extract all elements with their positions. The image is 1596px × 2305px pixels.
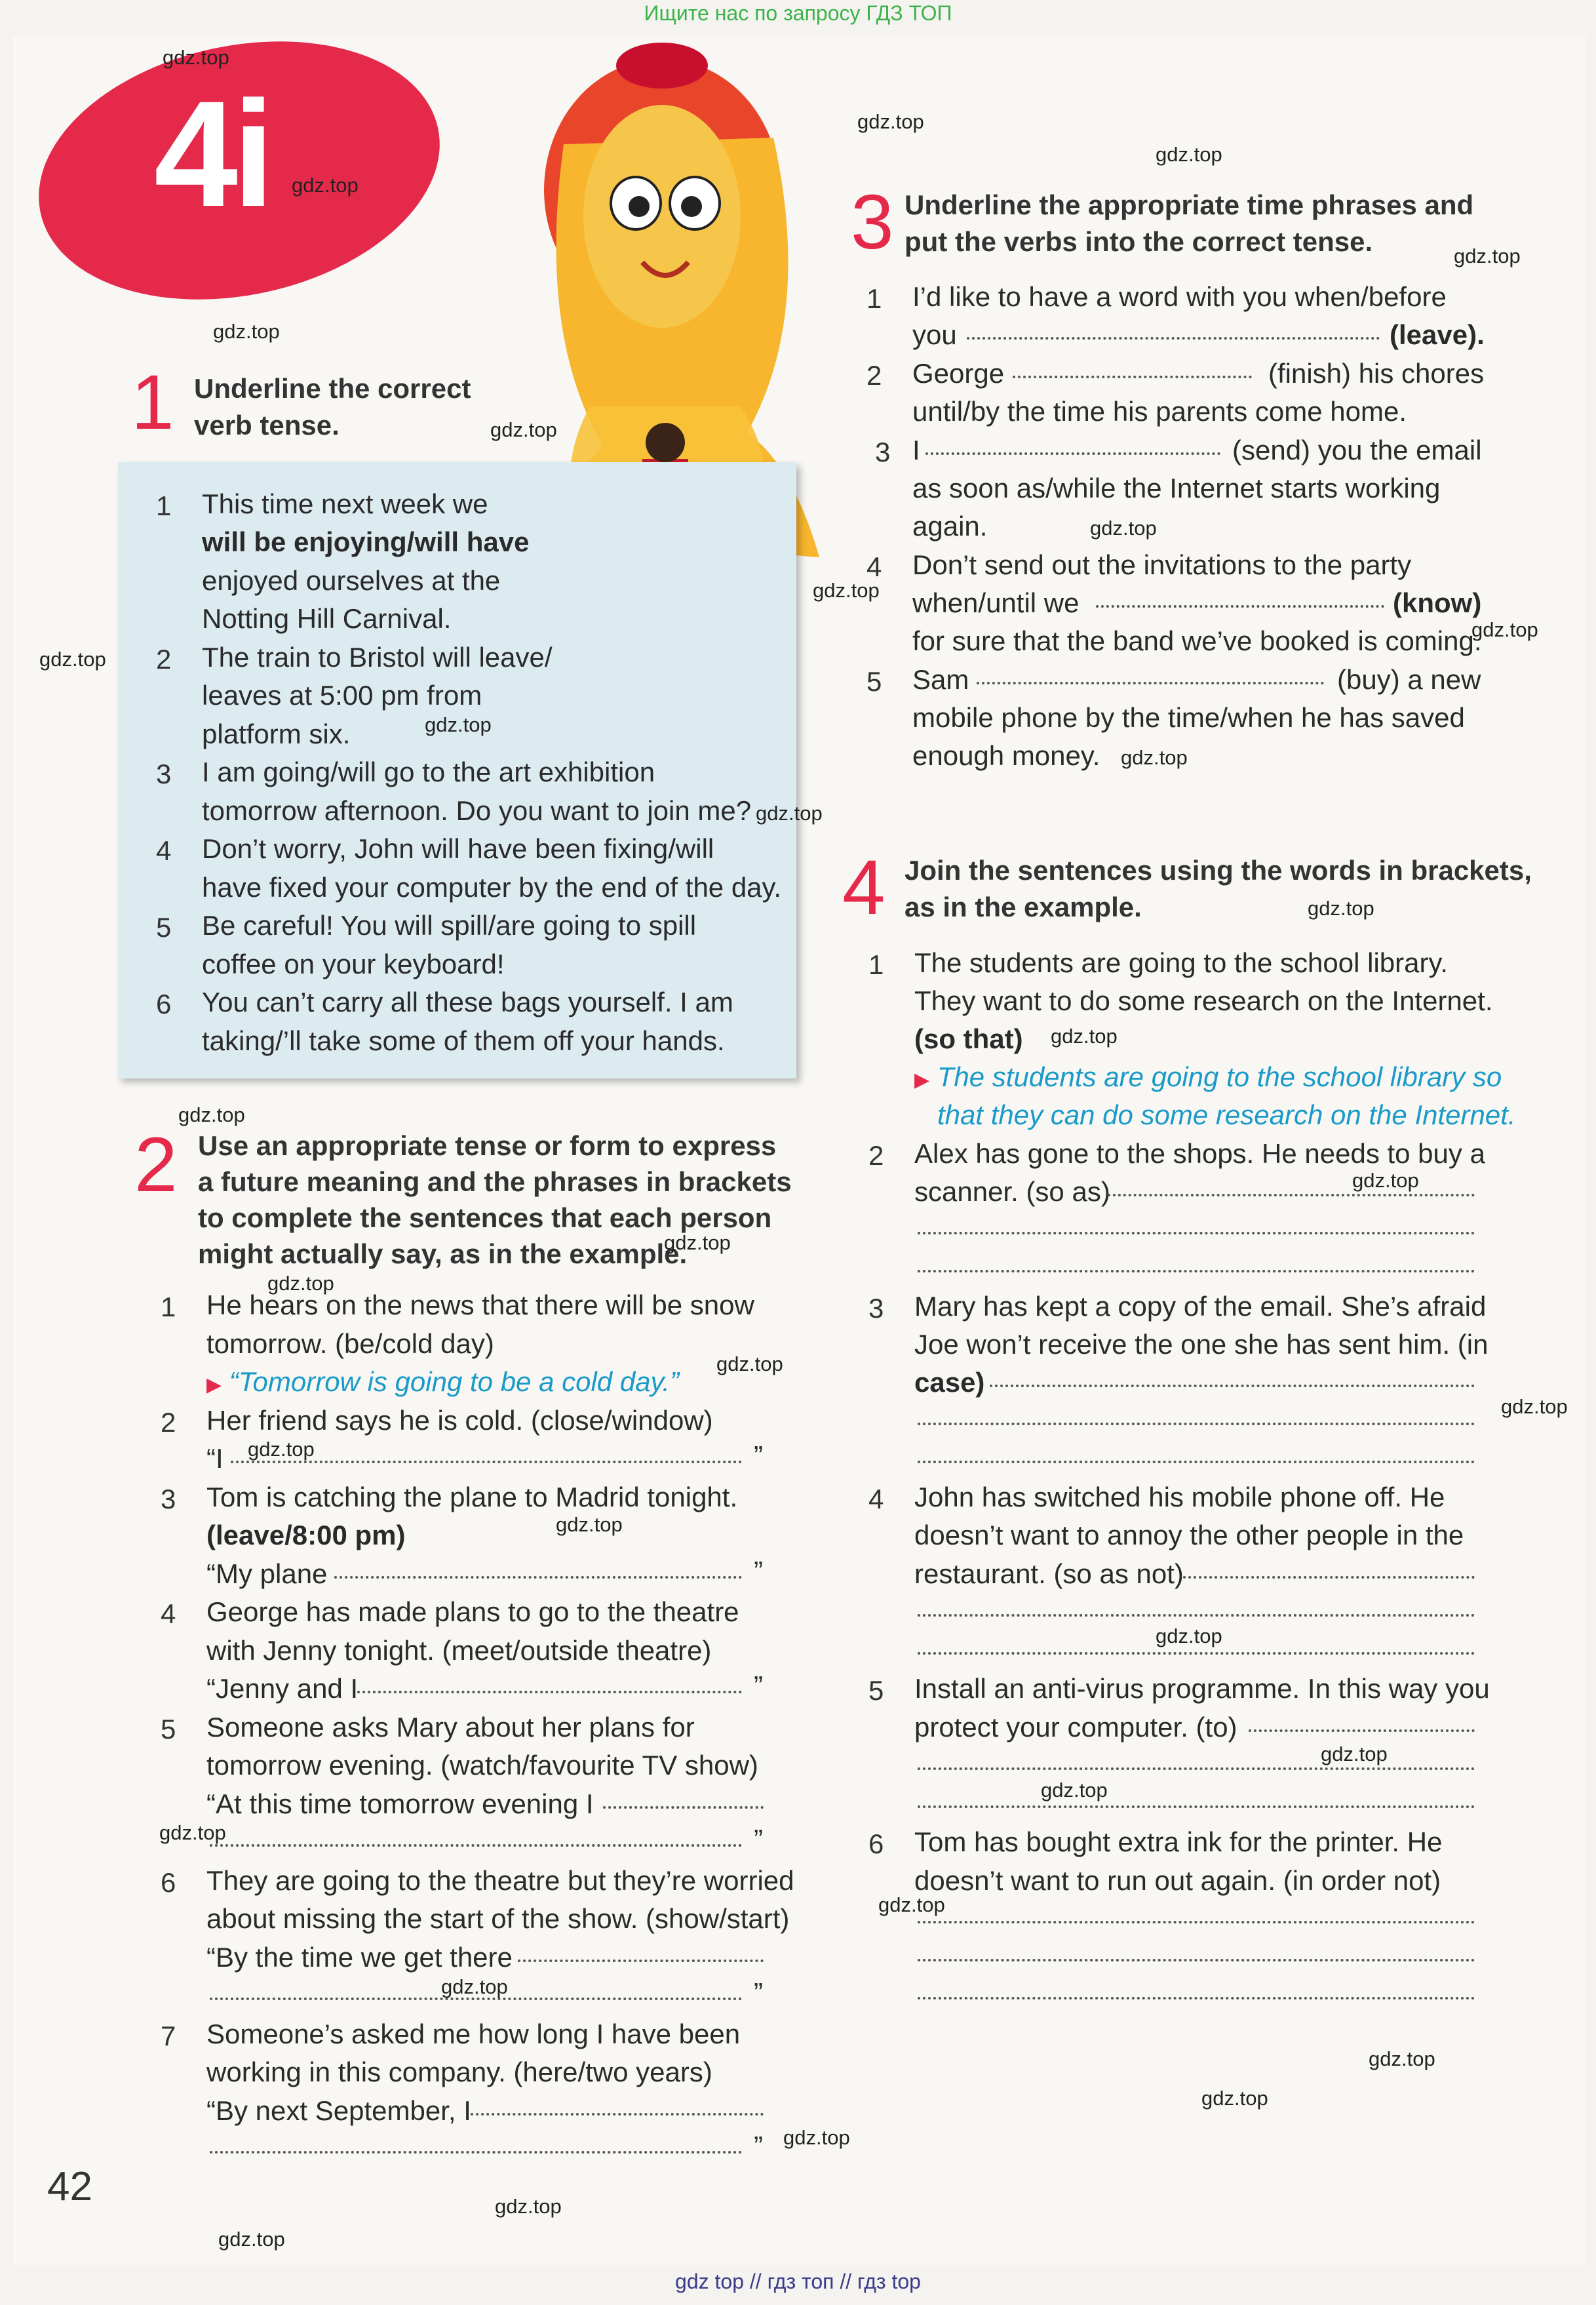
ex1-item-number: 6 (156, 989, 172, 1019)
ex1-item-number: 4 (156, 835, 172, 866)
answer-line[interactable] (918, 1614, 1475, 1617)
answer-line[interactable] (357, 1691, 742, 1693)
ex3-item-3-line: again. (912, 511, 988, 542)
ex2-item-number: 5 (161, 1714, 176, 1744)
ex4-item-5-line: protect your computer. (to) (914, 1712, 1237, 1743)
ex2-item-5-start: “At this time tomorrow evening I (206, 1788, 594, 1819)
ex2-item-1-line: tomorrow. (be/cold day) (206, 1328, 494, 1359)
answer-line[interactable] (1108, 1194, 1475, 1196)
ex3-item-4-verb: (know) (1393, 587, 1482, 618)
ex3-heading-line: put the verbs into the correct tense. (905, 226, 1373, 257)
ex3-item-2-line: (finish) his chores (1268, 358, 1485, 389)
ex1-item-2-line[interactable]: leaves at 5:00 pm from (202, 680, 482, 711)
ex4-item-2-line: Alex has gone to the shops. He needs to buy a (914, 1138, 1485, 1169)
watermark: gdz.top (425, 713, 492, 736)
ex3-item-3-line: I (912, 435, 920, 465)
ex3-heading-line: Underline the appropriate time phrases and (905, 189, 1474, 220)
ex2-item-6-line: about missing the start of the show. (show/start) (206, 1903, 790, 1934)
example-arrow-icon: ▶ (914, 1069, 930, 1091)
ex3-item-number: 3 (875, 437, 891, 467)
ex1-item-5-line[interactable]: Be careful! You will spill/are going to spill (202, 910, 697, 941)
ex1-heading-line2: verb tense. (194, 410, 340, 441)
ex2-item-5-line: tomorrow evening. (watch/favourite TV show) (206, 1750, 758, 1781)
watermark: gdz.top (178, 1103, 245, 1126)
ex2-item-3-start: “My plane (206, 1558, 328, 1589)
top-banner[interactable]: Ищите нас по запросу ГДЗ ТОП (644, 1, 952, 25)
ex1-item-number: 5 (156, 912, 172, 943)
ex1-item-number: 2 (156, 644, 172, 675)
ex3-item-2-line: George (912, 358, 1005, 389)
ex2-item-number: 2 (161, 1407, 176, 1438)
answer-line[interactable] (990, 1385, 1475, 1387)
watermark: gdz.top (1201, 2087, 1268, 2110)
answer-line[interactable] (918, 1461, 1475, 1463)
ex1-heading-line1: Underline the correct (194, 373, 471, 404)
answer-line[interactable] (918, 1232, 1475, 1234)
watermark: gdz.top (878, 1893, 945, 1916)
watermark: gdz.top (664, 1231, 731, 1254)
watermark: gdz.top (783, 2126, 850, 2149)
watermark: gdz.top (716, 1352, 783, 1375)
ex2-heading-line: to complete the sentences that each person (198, 1202, 772, 1233)
answer-line[interactable] (471, 2113, 764, 2116)
ex3-item-number: 2 (866, 360, 882, 391)
watermark: gdz.top (292, 174, 359, 197)
close-quote: ” (754, 1670, 763, 1701)
bottom-banner[interactable]: gdz top // гдз топ // гдз top (675, 2270, 921, 2293)
ex2-number: 2 (134, 1122, 178, 1208)
watermark: gdz.top (490, 418, 557, 441)
ex4-item-4-line: doesn’t want to annoy the other people in the (914, 1520, 1464, 1550)
ex3-item-1-line[interactable]: I’d like to have a word with you when/before (912, 281, 1447, 312)
answer-line[interactable] (210, 1844, 742, 1847)
watermark: gdz.top (39, 648, 106, 671)
ex3-item-4-line: Don’t send out the invitations to the party (912, 549, 1412, 580)
watermark: gdz.top (441, 1975, 508, 1998)
ex2-heading-line: a future meaning and the phrases in brackets (198, 1166, 792, 1197)
ex2-item-number: 6 (161, 1867, 176, 1898)
ex4-item-number: 2 (868, 1140, 884, 1171)
answer-line[interactable] (925, 452, 1220, 455)
ex4-item-3-line: Joe won’t receive the one she has sent him. (in (914, 1329, 1489, 1360)
ex4-item-1-line: (so that) (914, 1023, 1023, 1054)
watermark: gdz.top (1369, 2047, 1435, 2070)
ex1-item-6-line[interactable]: taking/’ll take some of them off your hands. (202, 1025, 725, 1056)
ex1-item-6-line[interactable]: You can’t carry all these bags yourself. I am (202, 987, 733, 1017)
ex4-item-4-line: John has switched his mobile phone off. He (914, 1482, 1445, 1512)
ex4-item-number: 1 (868, 949, 884, 980)
ex4-item-6-line: Tom has bought extra ink for the printer. He (914, 1826, 1443, 1857)
ex3-item-5-line: enough money. (912, 740, 1100, 771)
example-arrow-icon: ▶ (206, 1374, 222, 1396)
ex4-number: 4 (842, 844, 886, 931)
ex1-item-2-line[interactable]: The train to Bristol will leave/ (202, 642, 553, 673)
ex3-item-number: 1 (866, 283, 882, 314)
ex2-item-7-line: working in this company. (here/two years) (206, 2057, 712, 2087)
answer-line[interactable] (918, 1652, 1475, 1655)
ex4-item-6-line: doesn’t want to run out again. (in order not) (914, 1865, 1441, 1896)
watermark: gdz.top (1156, 1625, 1222, 1647)
ex4-item-number: 6 (868, 1828, 884, 1859)
ex1-item-4-line[interactable]: Don’t worry, John will have been fixing/will (202, 833, 714, 864)
ex3-item-5-line[interactable]: mobile phone by the time/when he has saved (912, 702, 1465, 733)
answer-line[interactable] (1096, 605, 1384, 608)
ex4-item-3-line: case) (914, 1367, 985, 1398)
ex2-item-4-line: George has made plans to go to the theatre (206, 1596, 739, 1627)
answer-line[interactable] (977, 682, 1324, 684)
ex2-heading-line: Use an appropriate tense or form to express (198, 1130, 777, 1161)
ex4-item-1-example (914, 1058, 1502, 1100)
ex2-item-3-line: (leave/8:00 pm) (206, 1520, 406, 1550)
answer-line[interactable] (967, 337, 1380, 340)
watermark: gdz.top (1501, 1395, 1568, 1418)
ex1-item-1-line: Notting Hill Carnival. (202, 603, 452, 634)
watermark: gdz.top (1308, 897, 1374, 920)
watermark: gdz.top (495, 2195, 562, 2218)
ex2-item-number: 3 (161, 1484, 176, 1514)
ex2-item-1-line: He hears on the news that there will be snow (206, 1290, 754, 1320)
ex2-item-4-line: with Jenny tonight. (meet/outside theatre) (206, 1635, 712, 1666)
ex1-item-4-line[interactable]: have fixed your computer by the end of the day. (202, 872, 782, 903)
answer-line[interactable] (918, 1270, 1475, 1272)
watermark: gdz.top (213, 320, 280, 343)
ex3-item-3-line[interactable]: as soon as/while the Internet starts working (912, 473, 1441, 503)
ex3-number: 3 (851, 179, 894, 266)
close-quote: ” (754, 1556, 763, 1586)
page-number: 42 (47, 2164, 92, 2209)
answer-line[interactable] (1013, 376, 1252, 378)
lesson-badge-label: 4i (154, 69, 269, 238)
ex4-item-2-line: scanner. (so as) (914, 1176, 1110, 1207)
ex4-item-number: 3 (868, 1293, 884, 1324)
answer-line[interactable] (1183, 1576, 1475, 1579)
watermark: gdz.top (163, 46, 229, 69)
ex4-example-answer: The students are going to the school library so (937, 1061, 1502, 1092)
watermark: gdz.top (248, 1438, 315, 1461)
watermark: gdz.top (1321, 1743, 1388, 1765)
ex1-item-1-line: This time next week we (202, 488, 488, 519)
ex2-item-5-line: Someone asks Mary about her plans for (206, 1712, 695, 1743)
ex2-item-7-start: “By next September, I (206, 2095, 471, 2126)
ex4-heading-line: as in the example. (905, 892, 1142, 922)
ex4-example-answer: that they can do some research on the Internet. (937, 1099, 1516, 1130)
close-quote: ” (754, 1977, 763, 2008)
watermark: gdz.top (1051, 1025, 1118, 1048)
answer-line[interactable] (918, 1921, 1475, 1923)
ex3-item-1-verb: (leave). (1390, 319, 1485, 350)
ex2-item-6-line: They are going to the theatre but they’re worried (206, 1865, 794, 1896)
ex3-item-4-line[interactable]: when/until we (912, 587, 1080, 618)
answer-line[interactable] (1249, 1729, 1475, 1732)
answer-line[interactable] (603, 1806, 764, 1809)
watermark: gdz.top (1352, 1169, 1419, 1192)
ex1-item-1-line[interactable]: will be enjoying/will have (202, 526, 530, 557)
watermark: gdz.top (159, 1821, 226, 1844)
answer-line[interactable] (518, 1960, 764, 1962)
ex1-number: 1 (131, 359, 174, 446)
ex1-item-2-line: platform six. (202, 719, 351, 749)
ex3-item-1-line: you (912, 319, 957, 350)
ex1-item-number: 1 (156, 490, 172, 521)
ex1-item-3-line: tomorrow afternoon. Do you want to join me? (202, 795, 752, 826)
watermark: gdz.top (218, 2228, 285, 2251)
ex4-item-3-line: Mary has kept a copy of the email. She’s afraid (914, 1291, 1487, 1322)
watermark: gdz.top (1471, 618, 1538, 641)
close-quote: ” (754, 1440, 763, 1471)
ex2-item-6-start: “By the time we get there (206, 1942, 513, 1973)
ex3-item-number: 4 (866, 551, 882, 582)
ex4-item-number: 5 (868, 1675, 884, 1706)
answer-line[interactable] (918, 1767, 1475, 1770)
ex2-item-2-line: Her friend says he is cold. (close/window) (206, 1405, 713, 1436)
watermark: gdz.top (1121, 746, 1188, 769)
ex4-item-1-line: They want to do some research on the Internet. (914, 985, 1493, 1016)
answer-line[interactable] (918, 1997, 1475, 2000)
ex3-item-4-line: for sure that the band we’ve booked is coming. (912, 625, 1482, 656)
ex4-item-number: 4 (868, 1484, 884, 1514)
ex2-item-7-line: Someone’s asked me how long I have been (206, 2019, 741, 2049)
watermark: gdz.top (756, 802, 823, 825)
answer-line[interactable] (918, 1959, 1475, 1961)
ex2-item-4-start: “Jenny and I (206, 1673, 359, 1704)
answer-line[interactable] (210, 2151, 742, 2154)
ex4-item-4-line: restaurant. (so as not) (914, 1558, 1184, 1589)
watermark: gdz.top (813, 579, 880, 602)
ex3-item-3-line: (send) you the email (1232, 435, 1482, 465)
watermark: gdz.top (857, 110, 924, 133)
ex1-item-3-line[interactable]: I am going/will go to the art exhibition (202, 757, 655, 787)
ex3-item-5-line: (buy) a new (1337, 664, 1481, 695)
ex2-item-3-line: Tom is catching the plane to Madrid tonight. (206, 1482, 738, 1512)
ex1-item-1-line: enjoyed ourselves at the (202, 565, 501, 596)
ex2-item-number: 1 (161, 1291, 176, 1322)
close-quote: ” (754, 2131, 763, 2161)
watermark: gdz.top (267, 1272, 334, 1295)
ex4-item-1-line: The students are going to the school library. (914, 947, 1449, 978)
answer-line[interactable] (334, 1576, 742, 1579)
ex4-item-5-line: Install an anti-virus programme. In this way you (914, 1673, 1490, 1704)
watermark: gdz.top (1454, 245, 1521, 267)
watermark: gdz.top (1090, 517, 1157, 540)
watermark: gdz.top (556, 1513, 623, 1536)
answer-line[interactable] (918, 1805, 1475, 1808)
watermark: gdz.top (1041, 1779, 1108, 1802)
ex2-item-1-example (206, 1363, 679, 1405)
ex2-item-number: 7 (161, 2020, 176, 2051)
ex3-item-5-line: Sam (912, 664, 969, 695)
ex2-example-answer: “Tomorrow is going to be a cold day.” (229, 1366, 680, 1397)
ex2-heading-line: might actually say, as in the example. (198, 1238, 688, 1269)
ex2-item-2-start: “I (206, 1443, 224, 1474)
watermark: gdz.top (1156, 143, 1222, 166)
ex4-heading-line: Join the sentences using the words in brackets, (905, 855, 1532, 886)
ex3-item-2-line[interactable]: until/by the time his parents come home. (912, 396, 1407, 427)
answer-line[interactable] (918, 1423, 1475, 1425)
close-quote: ” (754, 1824, 763, 1855)
ex3-item-number: 5 (866, 666, 882, 697)
ex1-item-number: 3 (156, 758, 172, 789)
ex2-item-number: 4 (161, 1598, 176, 1629)
ex1-item-5-line: coffee on your keyboard! (202, 949, 505, 979)
